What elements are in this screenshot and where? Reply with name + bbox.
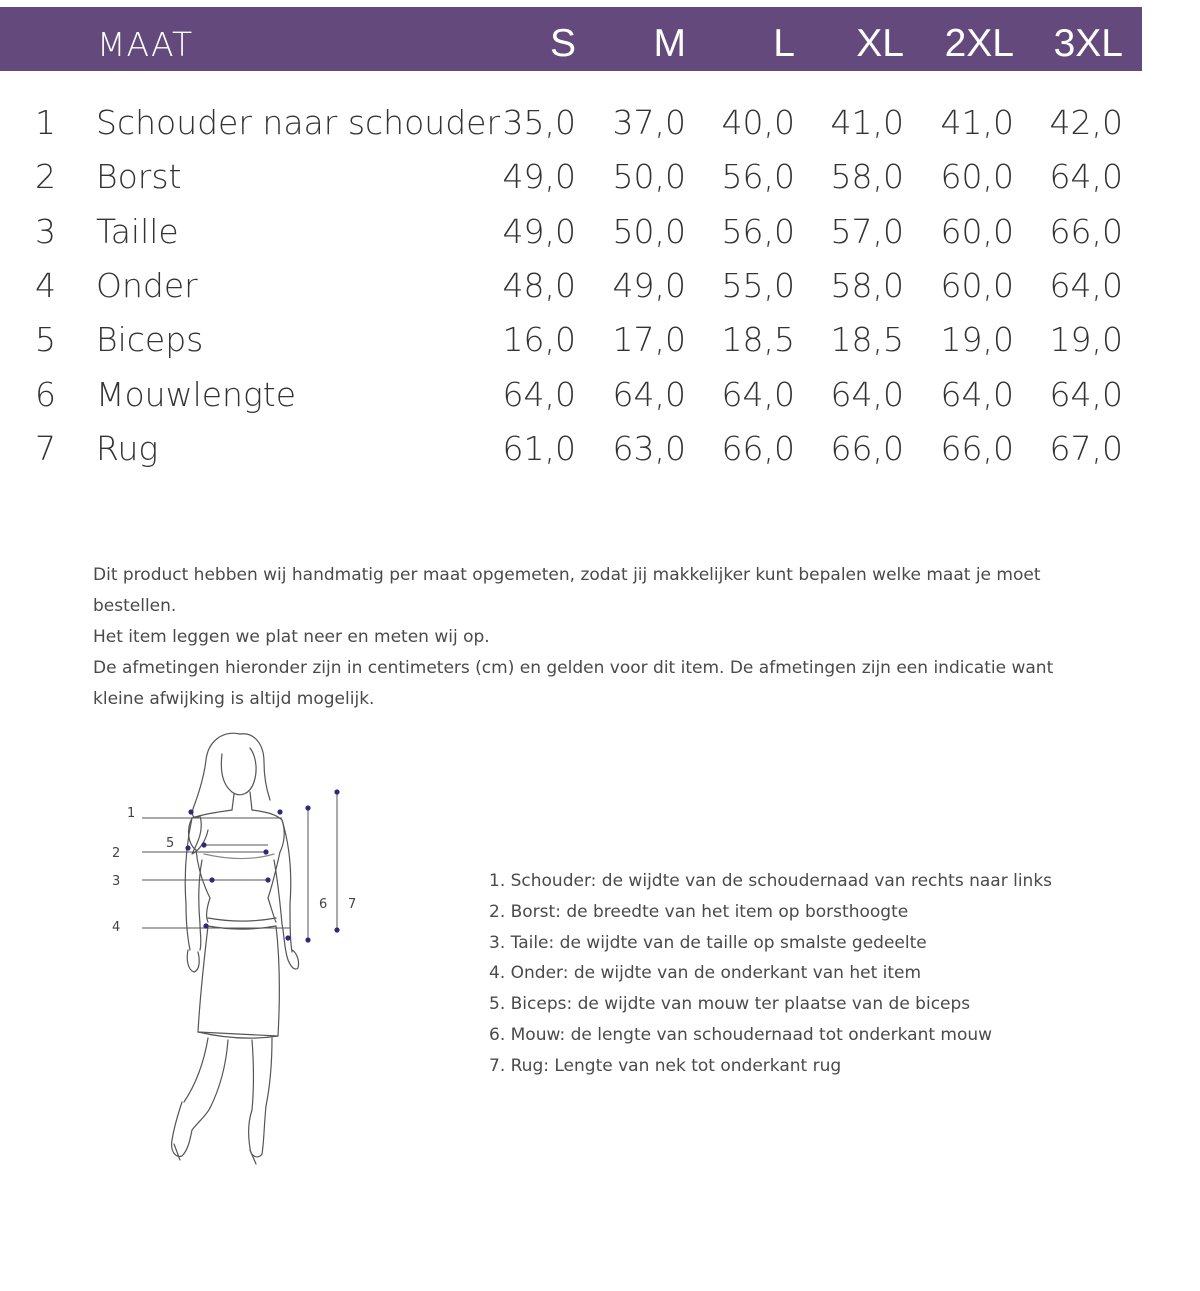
cell-xl: 66,0 (830, 429, 904, 468)
cell-s: 49,0 (502, 212, 576, 251)
cell-xl: 58,0 (830, 157, 904, 196)
cell-2xl: 19,0 (940, 320, 1014, 359)
marker-number: 2 (112, 846, 121, 861)
row-number: 2 (35, 157, 56, 196)
cell-m: 50,0 (612, 157, 686, 196)
legend-item: 4. Onder: de wijdte van de onderkant van het item (489, 963, 922, 984)
woman-outline-illustration (100, 720, 380, 1180)
cell-2xl: 66,0 (940, 429, 1014, 468)
cell-s: 48,0 (502, 266, 576, 305)
row-number: 3 (35, 212, 56, 251)
cell-m: 63,0 (612, 429, 686, 468)
cell-s: 35,0 (502, 103, 576, 142)
cell-3xl: 67,0 (1049, 429, 1123, 468)
marker-number: 1 (127, 806, 136, 821)
intro-text (93, 560, 1103, 715)
size-header-s: S (549, 22, 576, 65)
row-number: 1 (35, 103, 56, 142)
cell-3xl: 64,0 (1049, 157, 1123, 196)
measurement-figure (100, 720, 380, 1180)
cell-l: 56,0 (721, 212, 795, 251)
table-row (0, 313, 1142, 367)
cell-3xl: 64,0 (1049, 375, 1123, 414)
cell-m: 64,0 (612, 375, 686, 414)
cell-m: 49,0 (612, 266, 686, 305)
row-number: 7 (35, 429, 56, 468)
measure-dot (203, 923, 208, 928)
cell-2xl: 64,0 (940, 375, 1014, 414)
size-header-l: L (773, 22, 795, 65)
header-label: MAAT (97, 25, 194, 64)
row-label: Schouder naar schouder (96, 103, 501, 142)
legend-item: 1. Schouder: de wijdte van de schoudernaad van rechts naar links (489, 871, 1053, 891)
row-number: 5 (35, 320, 56, 359)
cell-xl: 58,0 (830, 266, 904, 305)
cell-s: 49,0 (502, 157, 576, 196)
table-row (0, 150, 1142, 204)
legend-item: 6. Mouw: de lengte van schoudernaad tot onderkant mouw (489, 1024, 993, 1045)
cell-s: 16,0 (502, 320, 576, 359)
measure-dot (188, 809, 193, 814)
table-row (0, 368, 1142, 422)
measure-dot (201, 842, 206, 847)
size-table-header (0, 7, 1142, 71)
legend-item: 7. Rug: Lengte van nek tot onderkant rug (489, 1055, 842, 1076)
measure-dot (305, 937, 310, 942)
measure-dot (265, 877, 270, 882)
row-label: Biceps (96, 320, 204, 359)
row-label: Onder (96, 266, 198, 305)
measure-dot (263, 849, 268, 854)
marker-number: 4 (112, 920, 121, 935)
intro-line: Dit product hebben wij handmatig per maat opgemeten, zodat jij makkelijker kunt bepalen welke maat je moet bestellen. (93, 565, 1041, 616)
measurement-legend (489, 866, 1109, 1082)
row-label: Mouwlengte (96, 375, 296, 414)
legend-item: 5. Biceps: de wijdte van mouw ter plaatse van de biceps (489, 994, 971, 1015)
size-header-m: M (653, 22, 686, 65)
marker-number: 6 (319, 897, 328, 912)
cell-l: 66,0 (721, 429, 795, 468)
marker-number: 5 (166, 836, 175, 851)
cell-l: 55,0 (721, 266, 795, 305)
marker-number: 3 (112, 874, 121, 889)
cell-m: 37,0 (612, 103, 686, 142)
cell-3xl: 42,0 (1049, 103, 1123, 142)
legend-item: 3. Taile: de wijdte van de taille op smalste gedeelte (489, 932, 927, 953)
marker-number: 7 (348, 897, 357, 912)
measure-dot (334, 789, 339, 794)
cell-m: 50,0 (612, 212, 686, 251)
size-header-xl: XL (856, 22, 904, 65)
cell-3xl: 19,0 (1049, 320, 1123, 359)
cell-2xl: 60,0 (940, 157, 1014, 196)
row-label: Borst (96, 157, 182, 196)
cell-3xl: 66,0 (1049, 212, 1123, 251)
table-row (0, 422, 1142, 476)
cell-m: 17,0 (612, 320, 686, 359)
cell-xl: 64,0 (830, 375, 904, 414)
intro-line: Het item leggen we plat neer en meten wij op. (93, 627, 490, 647)
row-number: 6 (35, 375, 56, 414)
table-row (0, 96, 1142, 150)
measure-dot (334, 927, 339, 932)
cell-2xl: 60,0 (940, 266, 1014, 305)
row-label: Taille (96, 212, 179, 251)
cell-s: 64,0 (502, 375, 576, 414)
size-header-3xl: 3XL (1053, 22, 1123, 65)
row-number: 4 (35, 266, 56, 305)
cell-l: 64,0 (721, 375, 795, 414)
cell-l: 40,0 (721, 103, 795, 142)
cell-xl: 18,5 (830, 320, 904, 359)
size-header-2xl: 2XL (944, 22, 1014, 65)
cell-xl: 41,0 (830, 103, 904, 142)
cell-2xl: 41,0 (940, 103, 1014, 142)
measure-dot (285, 935, 290, 940)
measure-dot (209, 877, 214, 882)
table-row (0, 259, 1142, 313)
row-label: Rug (96, 429, 159, 468)
cell-l: 18,5 (721, 320, 795, 359)
legend-item: 2. Borst: de breedte van het item op borsthoogte (489, 901, 909, 922)
table-row (0, 205, 1142, 259)
cell-l: 56,0 (721, 157, 795, 196)
cell-s: 61,0 (502, 429, 576, 468)
measure-dot (277, 809, 282, 814)
measure-dot (305, 805, 310, 810)
cell-2xl: 60,0 (940, 212, 1014, 251)
measure-dot (185, 845, 190, 850)
cell-3xl: 64,0 (1049, 266, 1123, 305)
cell-xl: 57,0 (830, 212, 904, 251)
intro-line: De afmetingen hieronder zijn in centimeters (cm) en gelden voor dit item. De afmetingen zijn een indicatie want kleine afwijking is altijd mogelijk. (93, 658, 1054, 709)
